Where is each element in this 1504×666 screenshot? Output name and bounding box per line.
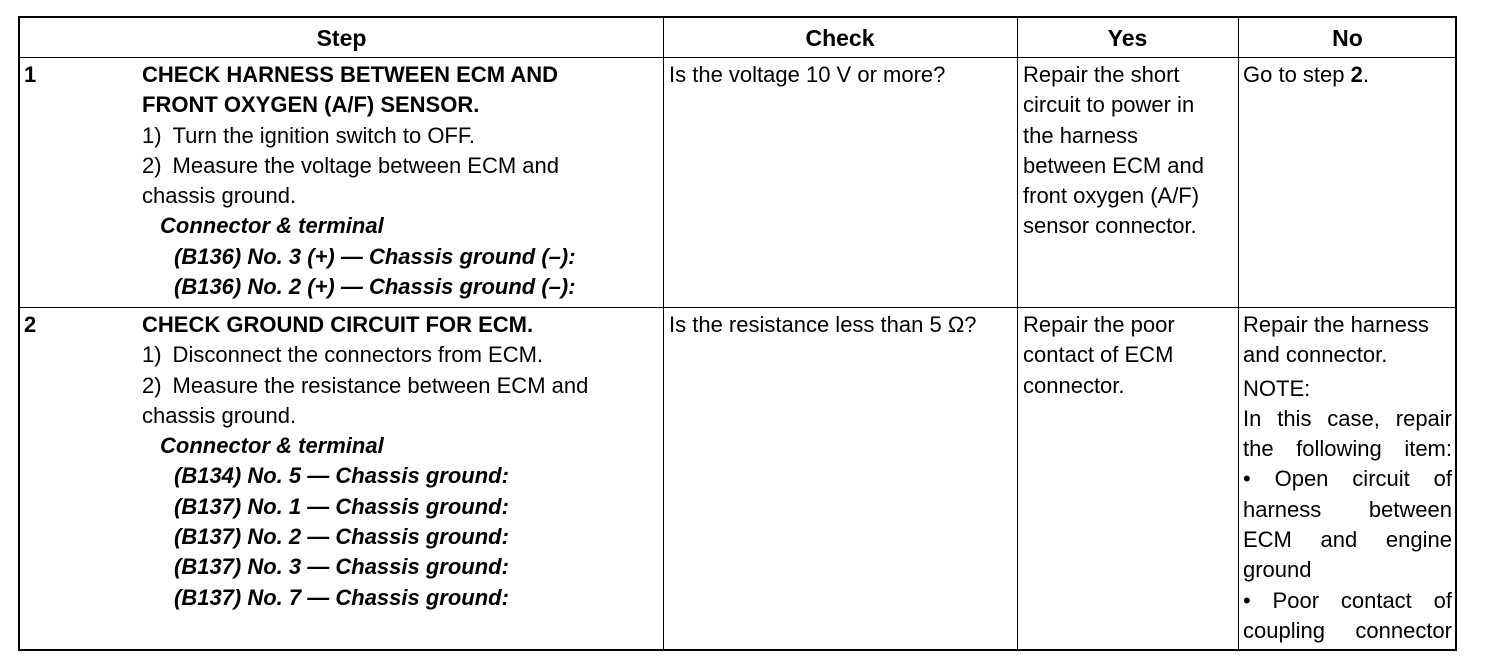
connector-heading: Connector & terminal [160,433,384,459]
note-line: coupling connector [1243,617,1452,643]
yes-action [1023,60,1204,242]
procedure-line: 1) Turn the ignition switch to OFF. [142,122,475,148]
yes-line: between ECM and [1023,152,1204,178]
step-number: 1 [24,62,37,87]
terminal-line: (B137) No. 7 — Chassis ground: [174,584,509,610]
step-description [142,60,657,302]
yes-line: contact of ECM [1023,342,1174,368]
header-step: Step [316,25,367,51]
yes-line: the harness [1023,122,1138,148]
step-number: 2 [24,312,37,337]
note-line: ground [1243,557,1312,583]
no-action [1243,310,1452,646]
yes-line: sensor connector. [1023,213,1197,239]
yes-action [1023,310,1175,401]
note-line: • Open circuit of [1243,466,1452,492]
no-line: and connector. [1243,342,1388,368]
terminal-line: (B136) No. 2 (+) — Chassis ground (–): [174,274,576,300]
no-line: Repair the harness [1243,312,1429,337]
check-question: Is the resistance less than 5 Ω? [669,312,977,337]
terminal-line: (B137) No. 3 — Chassis ground: [174,554,509,580]
yes-line: front oxygen (A/F) [1023,183,1200,209]
step-title: CHECK GROUND CIRCUIT FOR ECM. [142,312,534,337]
diagnostic-table [18,16,1457,651]
connector-heading: Connector & terminal [160,213,384,239]
header-no: No [1332,25,1363,51]
header-divider [20,57,1455,58]
step-title: CHECK HARNESS BETWEEN ECM AND [142,62,558,87]
no-prefix: Go to step [1243,62,1351,87]
terminal-line: (B134) No. 5 — Chassis ground: [174,463,509,489]
step-description [142,310,657,613]
procedure-line: chassis ground. [142,402,297,428]
terminal-line: (B136) No. 3 (+) — Chassis ground (–): [174,243,576,269]
procedure-line: 1) Disconnect the connectors from ECM. [142,342,544,368]
no-action [1243,60,1369,90]
header-check: Check [805,25,875,51]
column-divider [663,18,664,649]
note-line: In this case, repair [1243,405,1452,431]
check-question: Is the voltage 10 V or more? [669,62,946,87]
note-line: harness between [1243,496,1452,522]
no-suffix: . [1362,62,1369,87]
procedure-line: 2) Measure the resistance between ECM and [142,372,589,398]
note-label: NOTE: [1243,375,1311,401]
yes-line: connector. [1023,372,1125,398]
terminal-line: (B137) No. 2 — Chassis ground: [174,524,509,550]
procedure-line: chassis ground. [142,183,297,209]
yes-line: Repair the short [1023,62,1180,87]
note-line: • Poor contact of [1243,587,1452,613]
terminal-line: (B137) No. 1 — Chassis ground: [174,493,509,519]
yes-line: circuit to power in [1023,92,1195,118]
column-divider [1238,18,1239,649]
row-divider [20,307,1455,308]
header-yes: Yes [1107,25,1148,51]
no-step-link: 2 [1350,62,1363,87]
yes-line: Repair the poor [1023,312,1175,337]
note-line: the following item: [1243,436,1452,462]
column-divider [1017,18,1018,649]
procedure-line: 2) Measure the voltage between ECM and [142,152,560,178]
note-line: ECM and engine [1243,527,1452,553]
step-title: FRONT OXYGEN (A/F) SENSOR. [142,92,480,118]
